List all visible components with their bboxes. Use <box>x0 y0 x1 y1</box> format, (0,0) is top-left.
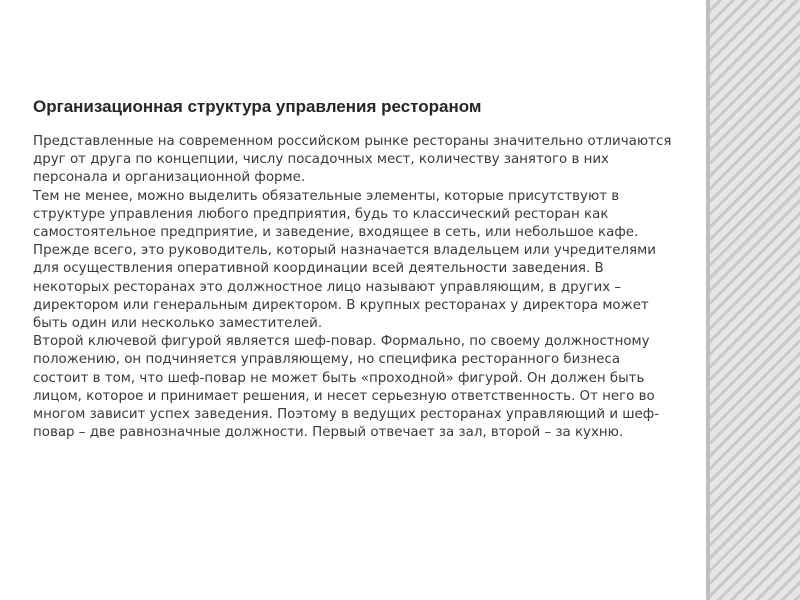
paragraph-director: Тем не менее, можно выделить обязательные элементы, которые присутствуют в структуре управления любого предприятия, будь то классический ресторан как самостоятельное предприятие, и заведение, входящее в сеть, или небольшое кафе. Прежде всего, это руководитель, который назначается владельцем или учредителями для осуществления оперативной координации всей деятельности заведения. В некоторых ресторанах это должностное лицо называют управляющим, в других – директором или генеральным директором. В крупных ресторанах у директора может быть один или несколько заместителей. <box>33 188 656 332</box>
paragraph-chef: Второй ключевой фигурой является шеф-повар. Формально, по своему должностному положению, он подчиняется управляющему, но специфика ресторанного бизнеса состоит в том, что шеф-повар не может быть «проходной» фигурой. Он должен быть лицом, которое и принимает решения, и несет серьезную ответственность. От него во многом зависит успех заведения. Поэтому в ведущих ресторанах управляющий и шеф-повар – две равнозначные должности. Первый отвечает за зал, второй – за кухню. <box>33 334 660 441</box>
paragraph-intro: Представленные на современном российском рынке рестораны значительно отличаются друг от друга по концепции, числу посадочных мест, количеству занятого в них персонала и организационной форме. <box>33 134 672 186</box>
decorative-side-stripe <box>710 0 800 600</box>
slide-title: Организационная структура управления рестораном <box>33 97 482 116</box>
slide-content <box>33 97 673 442</box>
